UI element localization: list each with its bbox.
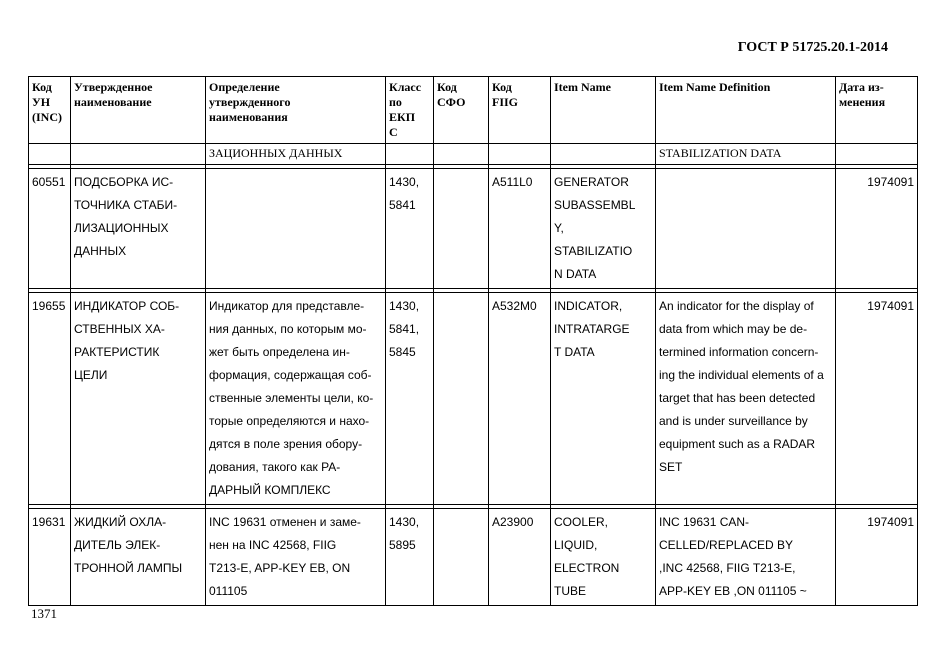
row-item-name: INDICATOR, INTRATARGE T DATA: [551, 293, 656, 505]
row-item-definition: An indicator for the display of data from which may be de- termined information concern- ing the individual elements of a target that has been detected and is under surveillance by equipment such as a RADAR SET: [656, 293, 836, 505]
table-row: [29, 293, 918, 505]
row-inc: 19655: [29, 293, 71, 505]
header-class: Класс по ЕКП С: [386, 77, 434, 144]
row-definition: [206, 169, 386, 289]
row-name: ИНДИКАТОР СОБ- СТВЕННЫХ ХА- РАКТЕРИСТИК ЦЕЛИ: [71, 293, 206, 505]
row-fiig: A532M0: [489, 293, 551, 505]
row-definition: INC 19631 отменен и заме- нен на INC 42568, FIIG T213-E, APP-KEY EB, ON 011105: [206, 509, 386, 606]
row-sfo: [434, 293, 489, 505]
row-inc: 19631: [29, 509, 71, 606]
header-sfo: Код СФО: [434, 77, 489, 144]
continuation-definition-en: STABILIZATION DATA: [656, 144, 836, 165]
header-date: Дата из- менения: [836, 77, 918, 144]
row-class: 1430, 5895: [386, 509, 434, 606]
row-item-definition: INC 19631 CAN- CELLED/REPLACED BY ,INC 42568, FIIG T213-E, APP-KEY EB ,ON 011105 ~: [656, 509, 836, 606]
row-fiig: A511L0: [489, 169, 551, 289]
row-item-name: COOLER, LIQUID, ELECTRON TUBE: [551, 509, 656, 606]
row-sfo: [434, 509, 489, 606]
row-sfo: [434, 169, 489, 289]
table-row: [29, 509, 918, 606]
table-row: [29, 169, 918, 289]
header-item-definition: Item Name Definition: [656, 77, 836, 144]
header-definition: Определение утвержденного наименования: [206, 77, 386, 144]
row-name: ЖИДКИЙ ОХЛА- ДИТЕЛЬ ЭЛЕК- ТРОННОЙ ЛАМПЫ: [71, 509, 206, 606]
continuation-name: ЗАЦИОННЫХ ДАННЫХ: [206, 144, 386, 165]
header-inc: Код УН (INC): [29, 77, 71, 144]
row-class: 1430, 5841, 5845: [386, 293, 434, 505]
header-name: Утвержденное наименование: [71, 77, 206, 144]
page-number: 1371: [31, 606, 57, 621]
header-item-name: Item Name: [551, 77, 656, 144]
row-item-name: GENERATOR SUBASSEMBL Y, STABILIZATIO N DATA: [551, 169, 656, 289]
row-definition: Индикатор для представле- ния данных, по которым мо- жет быть определена ин- формация, содержащая соб- ственные элементы цели, ко- торые определяются и нахо- дятся в поле зрения обору- дования, такого как РА- ДАРНЫЙ КОМПЛЕКС: [206, 293, 386, 505]
row-fiig: A23900: [489, 509, 551, 606]
spec-table: [28, 76, 918, 606]
row-item-definition: [656, 169, 836, 289]
row-inc: 60551: [29, 169, 71, 289]
header-fiig: Код FIIG: [489, 77, 551, 144]
header-row: [29, 77, 918, 144]
row-date: 1974091: [836, 509, 918, 606]
document-header: ГОСТ Р 51725.20.1-2014: [737, 40, 888, 55]
continuation-row: [29, 144, 918, 165]
row-name: ПОДСБОРКА ИС- ТОЧНИКА СТАБИ- ЛИЗАЦИОННЫХ ДАННЫХ: [71, 169, 206, 289]
row-date: 1974091: [836, 169, 918, 289]
row-class: 1430, 5841: [386, 169, 434, 289]
row-date: 1974091: [836, 293, 918, 505]
